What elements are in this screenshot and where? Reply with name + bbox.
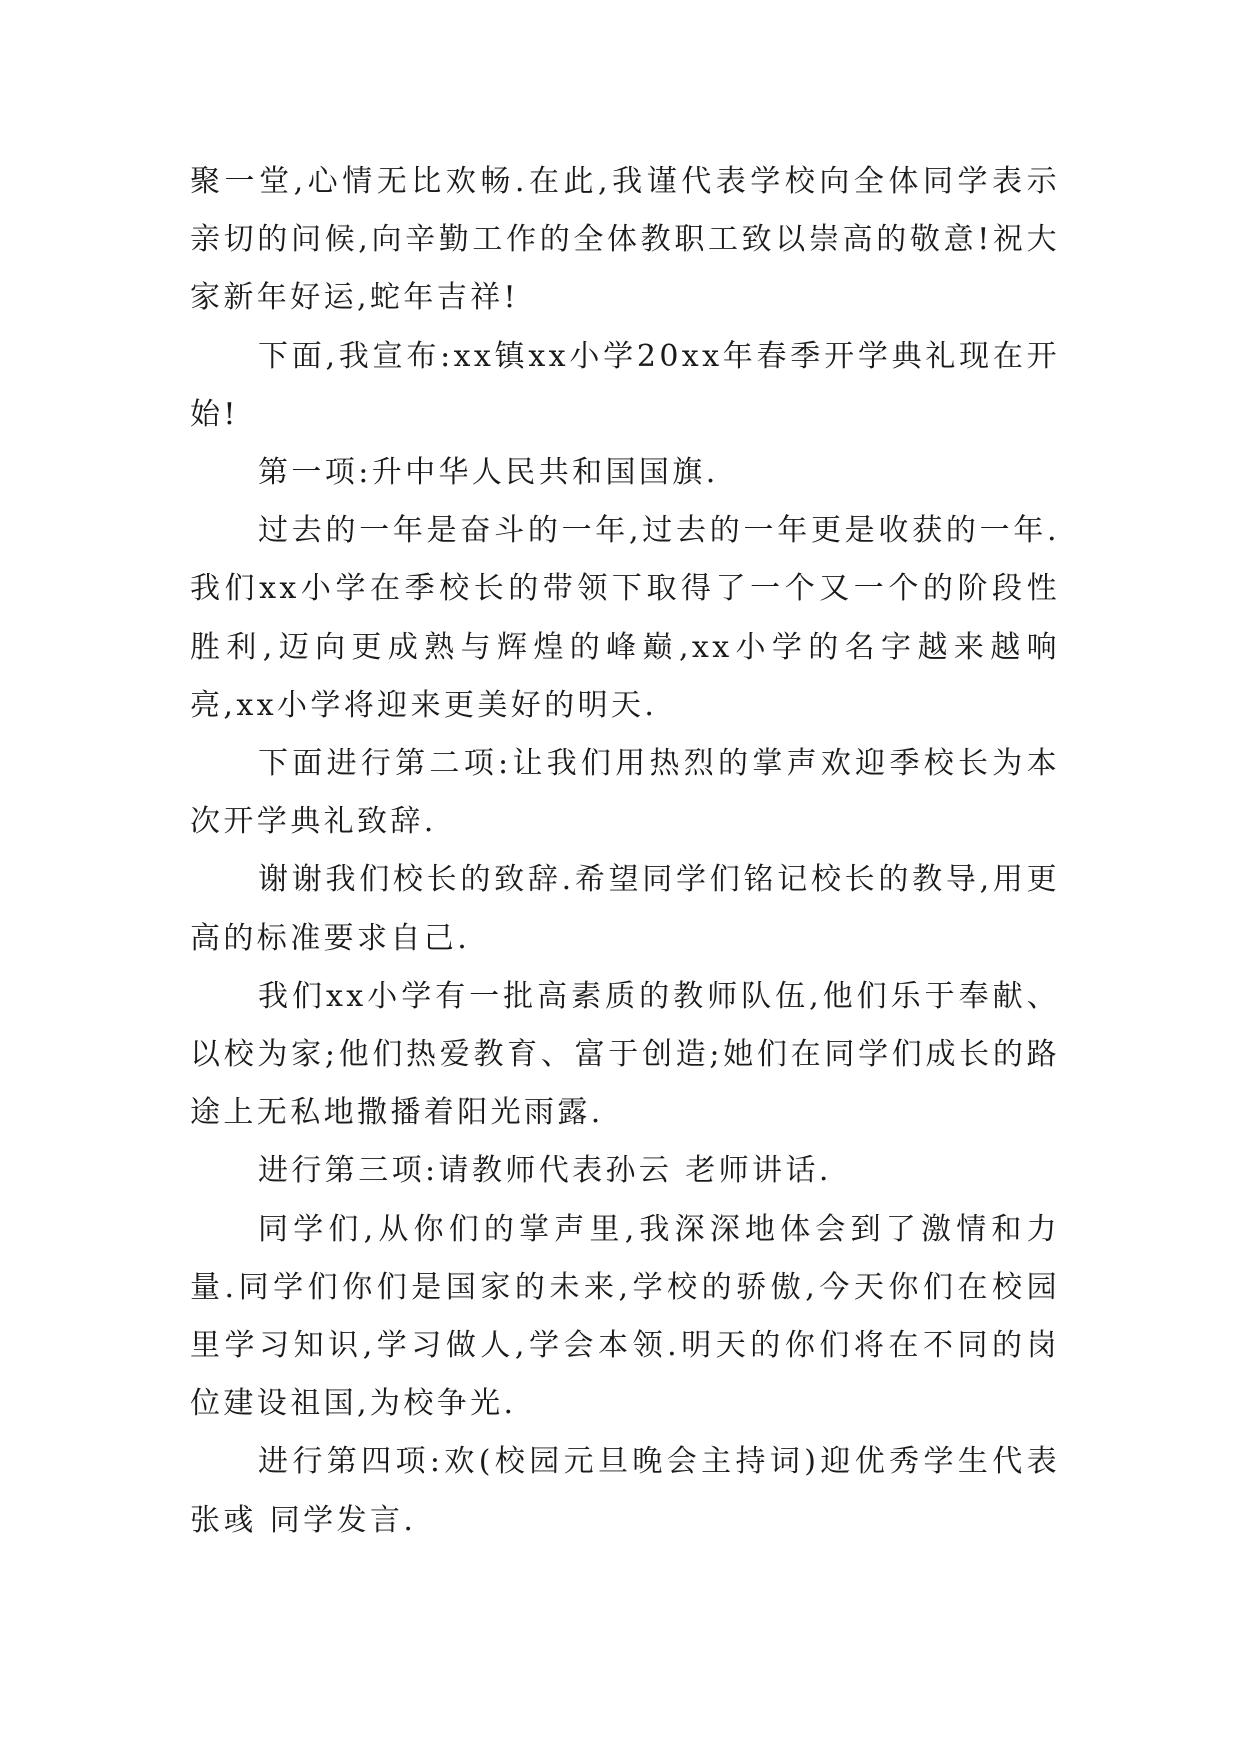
paragraph: 下面,我宣布:xx镇xx小学20xx年春季开学典礼现在开始!	[190, 338, 1060, 432]
paragraph: 进行第三项:请教师代表孙云 老师讲话.	[258, 1153, 832, 1189]
paragraph: 谢谢我们校长的致辞.希望同学们铭记校长的教导,用更高的标准要求自己.	[190, 862, 1060, 956]
paragraph: 过去的一年是奋斗的一年,过去的一年更是收获的一年.我们xx小学在季校长的带领下取得了一个又一个的阶段性胜利,迈向更成熟与辉煌的峰巅,xx小学的名字越来越响亮,xx小学将迎来更美好的明天.	[190, 513, 1060, 723]
paragraph: 第一项:升中华人民共和国国旗.	[258, 455, 719, 491]
document-body	[190, 153, 1060, 1550]
paragraph: 下面进行第二项:让我们用热烈的掌声欢迎季校长为本次开学典礼致辞.	[190, 746, 1060, 840]
paragraph: 我们xx小学有一批高素质的教师队伍,他们乐于奉献、以校为家;他们热爱教育、富于创造;她们在同学们成长的路途上无私地撒播着阳光雨露.	[190, 978, 1060, 1131]
paragraph: 进行第四项:欢(校园元旦晚会主持词)迎优秀学生代表 张彧 同学发言.	[190, 1444, 1060, 1538]
paragraph: 同学们,从你们的掌声里,我深深地体会到了激情和力量.同学们你们是国家的未来,学校的骄傲,今天你们在校园里学习知识,学习做人,学会本领.明天的你们将在不同的岗位建设祖国,为校争光.	[190, 1211, 1060, 1422]
paragraph: 聚一堂,心情无比欢畅.在此,我谨代表学校向全体同学表示亲切的问候,向辛勤工作的全体教职工致以崇高的敬意!祝大家新年好运,蛇年吉祥!	[190, 164, 1060, 316]
